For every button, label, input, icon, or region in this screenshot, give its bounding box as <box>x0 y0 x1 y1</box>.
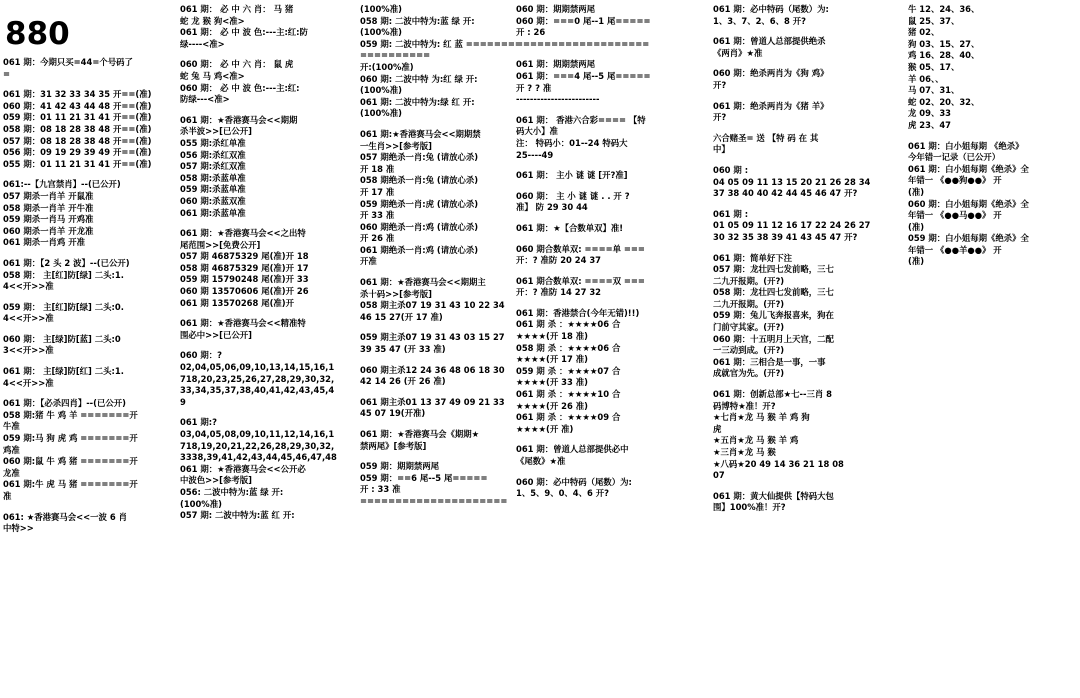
text-line: ★五肖★龙 马 猴 羊 鸡 <box>713 435 799 446</box>
text-line: 061 期: 二波中特为:绿 红 开: <box>360 96 475 107</box>
text-line: 061 期:牛 虎 马 猪 =======开 <box>3 479 138 490</box>
text-line: (100%准) <box>360 4 402 14</box>
text-line: 057 期绝杀一肖:兔 (请放心杀) <box>360 152 479 163</box>
text-block <box>3 512 175 535</box>
text-line: 中】 <box>713 144 730 155</box>
text-block <box>713 491 891 514</box>
text-line: ------------------------ <box>516 94 600 105</box>
text-line: 060 期：41 42 43 44 48 开==(准) <box>3 100 152 111</box>
text-line: 057 期杀一肖羊 开鼠准 <box>3 190 94 201</box>
text-line: 059 期：01 11 21 31 41 开==(准) <box>3 112 152 123</box>
text-block <box>3 89 175 170</box>
text-line: 开:(100%准) <box>360 61 414 72</box>
text-block <box>360 4 522 120</box>
text-line: 禁两尾》[参考版] <box>360 440 427 451</box>
text-line: 060 期：十五明月上天宫，二配 <box>713 333 834 344</box>
text-line: 开 33 准 <box>360 210 395 221</box>
text-line: 061 期： 必 中 波 色:---主:红:防 <box>180 27 308 38</box>
text-line: 060 期： 必 中 波 色:---主:红: <box>180 82 300 93</box>
text-line: 42 14 26 (开 26 准) <box>360 376 446 387</box>
text-line: 061 期：31 32 33 34 35 开==(准) <box>3 89 152 100</box>
text-line: 开 : 26 <box>516 27 546 38</box>
text-block <box>360 461 522 507</box>
text-line: 061 期：曾道人总部提供绝杀 <box>713 36 826 47</box>
text-line: (准) <box>908 186 925 197</box>
text-line: 061 期绝杀一肖:鸡 (请放心杀) <box>360 244 479 255</box>
text-block <box>713 165 891 200</box>
text-line: 061 期：★香港赛马会<<之出特 <box>180 228 306 239</box>
text-line: 龙准 <box>3 467 20 478</box>
text-line: 059 期：白小姐每期《绝杀》全 <box>908 233 1029 244</box>
text-block <box>516 244 696 267</box>
text-line: 开：? 准防 20 24 37 <box>516 255 601 266</box>
text-line: 058 期：龙壮四七发前略，三七 <box>713 287 834 298</box>
text-line: 虎 23、47 <box>908 119 951 130</box>
text-line: 门前守其家。(开?) <box>713 322 785 333</box>
text-line: 058 期： 主[红]防[绿] 二头:1. <box>3 269 124 280</box>
text-line: 061 期：创新总部★七--三肖 8 <box>713 389 832 400</box>
text-line: 3338,39,41,42,43,44,45,46,47,48 <box>180 452 337 463</box>
text-line: 059 期：==6 尾--5 尾===== <box>360 472 488 483</box>
text-line: 成就官为先。(开?) <box>713 368 785 379</box>
text-line: 中特>> <box>3 523 34 534</box>
text-block <box>180 115 366 219</box>
text-line: 058 期:杀蓝单准 <box>180 172 246 183</box>
text-line: 056 期：09 19 29 39 49 开==(准) <box>3 147 152 158</box>
text-line: 一三动到成。(开?) <box>713 345 785 356</box>
text-line: 061 期：★香港赛马会《期期★ <box>360 429 480 439</box>
text-line: 二九开报期。(开?) <box>713 275 785 286</box>
text-line: 开准 <box>360 256 377 267</box>
column-4 <box>516 4 696 509</box>
text-line: 055 期:杀红单准 <box>180 137 246 148</box>
text-line: 061 期:杀蓝单准 <box>180 207 246 218</box>
text-line: 码博特★准！开? <box>713 400 776 411</box>
text-line: 33,34,35,37,38,40,41,42,43,45,4 <box>180 385 335 396</box>
text-line: 061 期：白小姐每期 《绝杀》 <box>908 140 1024 151</box>
text-line: (100%准) <box>360 108 402 119</box>
text-block <box>516 477 696 500</box>
text-line: 060 期 : <box>713 164 749 175</box>
text-line: 1、3、7、2、6、8 开? <box>713 15 806 26</box>
text-line: 30 32 35 38 39 41 43 45 47 开? <box>713 231 858 242</box>
text-line: (100%准) <box>180 498 222 509</box>
text-line: 鸡准 <box>3 444 20 455</box>
text-line: 年错一 《●●狗●●》 开 <box>908 175 1002 186</box>
text-block <box>180 318 366 341</box>
text-line: 一生肖>>[参考版] <box>360 140 432 151</box>
text-line: 鸡 16、28、40、 <box>908 50 980 61</box>
text-line: 《尾数》★准 <box>516 456 566 466</box>
column-5 <box>713 4 891 523</box>
text-line: 061 期:★香港赛马会<<期期禁 <box>360 128 481 139</box>
text-line: ★七肖★龙 马 猴 羊 鸡 狗 <box>713 412 810 423</box>
text-line: 9 <box>180 396 186 407</box>
text-line: 4<<开>>准 <box>3 281 54 292</box>
text-line: 狗 03、15、27、 <box>908 38 980 49</box>
text-line: 059 期:杀蓝单准 <box>180 184 246 195</box>
text-line: 056 期:杀红双准 <box>180 149 246 160</box>
text-line: 058 期 杀 ：★★★★06 合 <box>516 342 621 353</box>
text-line: 六合赌圣= 送 【特 码 在 其 <box>713 132 819 143</box>
text-line: 058 期：08 18 28 38 48 开==(准) <box>3 123 152 134</box>
text-block <box>713 68 891 91</box>
text-block <box>516 308 696 436</box>
text-block <box>3 398 175 502</box>
text-line: 060 期：必中特码（尾数）为: <box>516 476 632 487</box>
text-line: 注： 特码小：01--24 特码大 <box>516 137 628 148</box>
text-line: 059 期绝杀一肖:虎 (请放心杀) <box>360 198 479 209</box>
text-line: 057 期 46875329 尾(准)开 18 <box>180 251 309 262</box>
text-block <box>3 334 175 357</box>
text-line: 060 期：绝杀两肖为《狗 鸡》 <box>713 68 829 79</box>
text-line: 061 期 杀 ：★★★★09 合 <box>516 412 621 423</box>
text-line: 060 期主杀12 24 36 48 06 18 30 <box>360 364 505 375</box>
text-line: 061: ★香港赛马会<<一波 6 肖 <box>3 511 127 522</box>
text-block <box>360 397 522 420</box>
text-line: ===================== <box>360 495 508 506</box>
text-block <box>516 223 696 235</box>
text-block <box>360 429 522 452</box>
text-block <box>908 141 1078 269</box>
text-line: 058 期:猪 牛 鸡 羊 =======开 <box>3 409 138 420</box>
text-block <box>516 4 696 50</box>
text-line: 061 期： 主[绿]防[红] 二头:1. <box>3 366 124 377</box>
text-block <box>713 4 891 27</box>
text-line: 061 期：三相合是一事，一事 <box>713 356 826 367</box>
text-line: 060 期杀一肖羊 开龙准 <box>3 225 94 236</box>
text-line: 056: 二波中特为:蓝 绿 开: <box>180 486 284 497</box>
text-line: 龙 09、33 <box>908 108 951 119</box>
text-line: 尾范围>>[免费公开] <box>180 239 261 250</box>
text-line: 061 期杀一肖鸡 开准 <box>3 237 85 248</box>
text-line: 059 期杀一肖马 开鸡准 <box>3 214 94 225</box>
text-block <box>360 129 522 268</box>
text-line: 年错一 《●●羊●●》 开 <box>908 244 1002 255</box>
text-line: 《两肖》★准 <box>713 47 763 58</box>
text-line: 057 期：08 18 28 38 48 开==(准) <box>3 135 152 146</box>
text-line: ★★★★(开 18 准) <box>516 331 588 342</box>
column-6 <box>908 4 1078 277</box>
text-line: 061 期：===4 尾--5 尾===== <box>516 70 651 81</box>
text-line: ★★★★(开 准) <box>516 423 574 434</box>
text-line: 二九开报期。(开?) <box>713 298 785 309</box>
text-line: 058 期: 二波中特为:蓝 绿 开: <box>360 15 475 26</box>
text-line: 061 期主杀01 13 37 49 09 21 33 <box>360 396 505 407</box>
column-2 <box>180 4 366 531</box>
text-line: 中波色>>[参考版] <box>180 475 252 486</box>
text-line: 061 期：今期只买=44=个号码了 <box>3 57 133 67</box>
text-line: 061 期：曾道人总部提供必中 <box>516 444 629 455</box>
text-line: 02,04,05,06,09,10,13,14,15,16,1 <box>180 362 335 373</box>
text-block <box>360 332 522 355</box>
page-title: 880 <box>5 16 70 52</box>
text-line: 虎 <box>713 423 722 434</box>
text-line: 060 期： 主[绿]防[蓝] 二头:0 <box>3 333 121 344</box>
text-line: 060 期: 二波中特 为:红 绿 开: <box>360 73 478 84</box>
text-line: 061 期：香港禁合(今年无错)!!) <box>516 307 640 318</box>
text-block <box>713 133 891 156</box>
text-line: 059 期：兔儿飞奔报喜来，狗在 <box>713 310 834 321</box>
text-line: 059 期:马 狗 虎 鸡 =======开 <box>3 433 138 444</box>
text-line: 061 期:? <box>180 417 217 428</box>
text-line: 46 15 27(开 17 准) <box>360 311 443 322</box>
text-line: 开 18 准 <box>360 163 395 174</box>
text-block <box>180 4 366 50</box>
text-line: (准) <box>908 256 925 267</box>
text-line: 058 期 46875329 尾(准)开 17 <box>180 262 309 273</box>
text-line: 1、5、9、0、4、6 开? <box>516 488 609 499</box>
text-line: 061 期：必中特码（尾数）为: <box>713 4 829 14</box>
text-line: 准】 防 29 30 44 <box>516 202 588 213</box>
text-block <box>516 115 696 161</box>
text-line: 马 07、31、 <box>908 85 960 96</box>
text-line: 年错一 《●●马●●》 开 <box>908 210 1002 221</box>
text-line: 围必中>>[已公开] <box>180 329 252 340</box>
text-line: ★★★★(开 17 准) <box>516 354 588 365</box>
text-line: 061 期：★【合数单双】准! <box>516 222 624 233</box>
text-line: 07 <box>713 470 725 481</box>
text-line: 蛇 龙 猴 狗<准> <box>180 15 245 26</box>
text-line: (100%准) <box>360 27 402 38</box>
text-line: ★三肖★龙 马 猴 <box>713 447 776 457</box>
text-line: 060 期：? <box>180 350 223 361</box>
text-line: 4<<开>>准 <box>3 377 54 388</box>
text-block <box>360 277 522 323</box>
text-line: 45 07 19(开准) <box>360 408 426 419</box>
text-line: 码大小】准 <box>516 126 558 137</box>
text-line: 杀十码>>[参考版] <box>360 288 432 299</box>
text-line: 01 05 09 11 12 16 17 22 24 26 27 <box>713 220 871 231</box>
text-line: 057 期：龙壮四七发前略，三七 <box>713 264 834 275</box>
text-line: 060 期合数单双: ====单 === <box>516 243 645 254</box>
text-line: 061 期： 主小 谜 谜 [开?准] <box>516 170 628 181</box>
column-3 <box>360 4 522 517</box>
text-block <box>3 258 175 293</box>
text-line: 059 期 杀 ：★★★★07 合 <box>516 365 621 376</box>
text-line: 061 期：★香港赛马会<<期期 <box>180 114 298 125</box>
text-block <box>3 366 175 389</box>
text-line: 开：? 准防 14 27 32 <box>516 287 601 298</box>
text-line: 39 35 47 (开 33 准) <box>360 344 446 355</box>
text-line: 058 期主杀07 19 31 43 10 22 34 <box>360 300 505 311</box>
text-line: 061 期：【2 头 2 波】--(已公开) <box>3 257 130 268</box>
text-block <box>713 36 891 59</box>
text-line: 蛇 02、20、32、 <box>908 96 980 107</box>
text-line: 37 38 40 40 42 44 45 46 47 开? <box>713 188 858 199</box>
text-line: 开 26 准 <box>360 233 395 244</box>
text-block <box>713 101 891 124</box>
text-block <box>3 57 175 80</box>
text-line: 绿----<准> <box>180 38 225 49</box>
text-line: 开? <box>713 112 727 123</box>
column-1 <box>3 0 175 544</box>
text-line: 718,20,23,25,26,27,28,29,30,32, <box>180 373 335 384</box>
text-line: 开 ? ? 准 <box>516 82 552 93</box>
text-line: 03,04,05,08,09,10,11,12,14,16,1 <box>180 429 335 439</box>
text-line: 061 期：黄大仙提供【特码大包 <box>713 490 834 501</box>
text-line: 牛 12、24、36、 <box>908 4 980 14</box>
text-block <box>180 59 366 105</box>
text-line: 鼠 25、37、 <box>908 15 960 26</box>
text-line: 061 期：★香港赛马会<<期期主 <box>360 277 486 288</box>
text-block <box>3 302 175 325</box>
text-block <box>713 253 891 381</box>
text-block <box>180 350 366 408</box>
text-block <box>713 389 891 482</box>
text-line: 059 期： 主[红]防[绿] 二头:0. <box>3 301 124 312</box>
text-block <box>713 209 891 244</box>
text-line: 060 期：白小姐每期《绝杀》全 <box>908 198 1029 209</box>
text-line: 061 期：白小姐每期《绝杀》全 <box>908 163 1029 174</box>
text-line: 060 期：===0 尾--1 尾===== <box>516 15 651 26</box>
text-line: 杀半波>>[已公开] <box>180 126 252 137</box>
text-line: 今年错一记录（已公开） <box>908 152 1001 163</box>
text-line: 开? <box>713 79 727 90</box>
text-line: 25----49 <box>516 149 554 160</box>
text-line: 060 期 13570606 尾(准)开 26 <box>180 286 309 297</box>
text-line: 围】100%准！开? <box>713 502 786 513</box>
text-block <box>360 365 522 388</box>
text-line: 牛准 <box>3 421 20 432</box>
text-line: 3<<开>>准 <box>3 345 54 356</box>
text-line: 058 期绝杀一肖:兔 (请放心杀) <box>360 175 479 186</box>
text-line: 061 期：期期禁两尾 <box>516 59 596 70</box>
text-line: 061 期：★香港赛马会<<公开必 <box>180 463 306 474</box>
text-line: 061 期：绝杀两肖为《猪 羊》 <box>713 100 829 111</box>
text-line: 061 期 13570268 尾(准)开 <box>180 297 295 308</box>
text-line: 718,19,20,21,22,26,28,29,30,32, <box>180 440 335 451</box>
text-line: = <box>3 68 11 79</box>
text-line: ★八码★20 49 14 36 21 18 08 <box>713 458 844 469</box>
text-line: 061 期：★香港赛马会<<精准特 <box>180 318 306 329</box>
text-line: 060 期:杀蓝双准 <box>180 195 246 206</box>
text-line: 4<<开>>准 <box>3 313 54 324</box>
text-line: 060 期绝杀一肖:鸡 (请放心杀) <box>360 221 479 232</box>
text-block <box>180 228 366 309</box>
text-line: 开 : 33 准 <box>360 484 401 495</box>
text-line: 059 期：期期禁两尾 <box>360 461 440 472</box>
text-line: 蛇 兔 马 鸡<准> <box>180 70 245 81</box>
text-line: 061 期 杀 ：★★★★06 合 <box>516 319 621 330</box>
text-line: 061:--【九宫禁肖】--(已公开) <box>3 179 121 190</box>
text-line: 060 期:鼠 牛 鸡 猪 =======开 <box>3 456 138 467</box>
text-block <box>516 59 696 105</box>
text-line: 055 期：01 11 21 31 41 开==(准) <box>3 158 152 169</box>
text-line: 防绿---<准> <box>180 94 230 105</box>
text-line: 059 期主杀07 19 31 43 03 15 27 <box>360 332 505 343</box>
text-line: 060 期：期期禁两尾 <box>516 4 596 14</box>
text-block <box>516 276 696 299</box>
text-line: (100%准) <box>360 85 402 96</box>
text-line: 061 期合数单双: ====双 === <box>516 275 645 286</box>
text-block <box>180 417 366 521</box>
text-line: ★★★★(开 26 准) <box>516 400 588 411</box>
text-line: 061 期：【必杀四肖】--(已公开) <box>3 398 126 409</box>
text-line: 059 期: 二波中特为: 红 蓝 ================== <box>360 38 522 61</box>
text-line: 057 期: 二波中特为:蓝 红 开: <box>180 510 295 521</box>
text-line: 059 期 15790248 尾(准)开 33 <box>180 274 309 285</box>
text-line: 057 期:杀红双准 <box>180 161 246 172</box>
text-line: 猴 05、17、 <box>908 61 960 72</box>
text-line: ★★★★(开 33 准) <box>516 377 588 388</box>
text-line: 开 17 准 <box>360 186 395 197</box>
text-line: 061 期： 香港六合彩==== 【特 <box>516 114 646 125</box>
text-block <box>908 4 1078 132</box>
text-line: 羊 06、、 <box>908 73 944 84</box>
text-line: 061 期： 必 中 六 肖： 马 猪 <box>180 4 294 14</box>
text-block <box>516 444 696 467</box>
text-line: 061 期 杀 ：★★★★10 合 <box>516 389 621 400</box>
text-line: 060 期： 主 小 谜 谜 . . 开 ? <box>516 190 630 201</box>
text-line: =================== <box>516 38 650 49</box>
text-line: 061 期：简单好下注 <box>713 252 793 263</box>
text-block <box>516 170 696 182</box>
text-line: 猪 02、 <box>908 27 940 38</box>
text-line: 060 期： 必 中 六 肖： 鼠 虎 <box>180 59 294 70</box>
text-block <box>516 191 696 214</box>
text-block <box>3 179 175 249</box>
text-line: 04 05 09 11 13 15 20 21 26 28 34 <box>713 176 871 187</box>
text-line: (准) <box>908 221 925 232</box>
text-line: 058 期杀一肖羊 开牛准 <box>3 202 94 213</box>
text-line: 061 期 : <box>713 208 749 219</box>
text-line: 准 <box>3 491 12 501</box>
